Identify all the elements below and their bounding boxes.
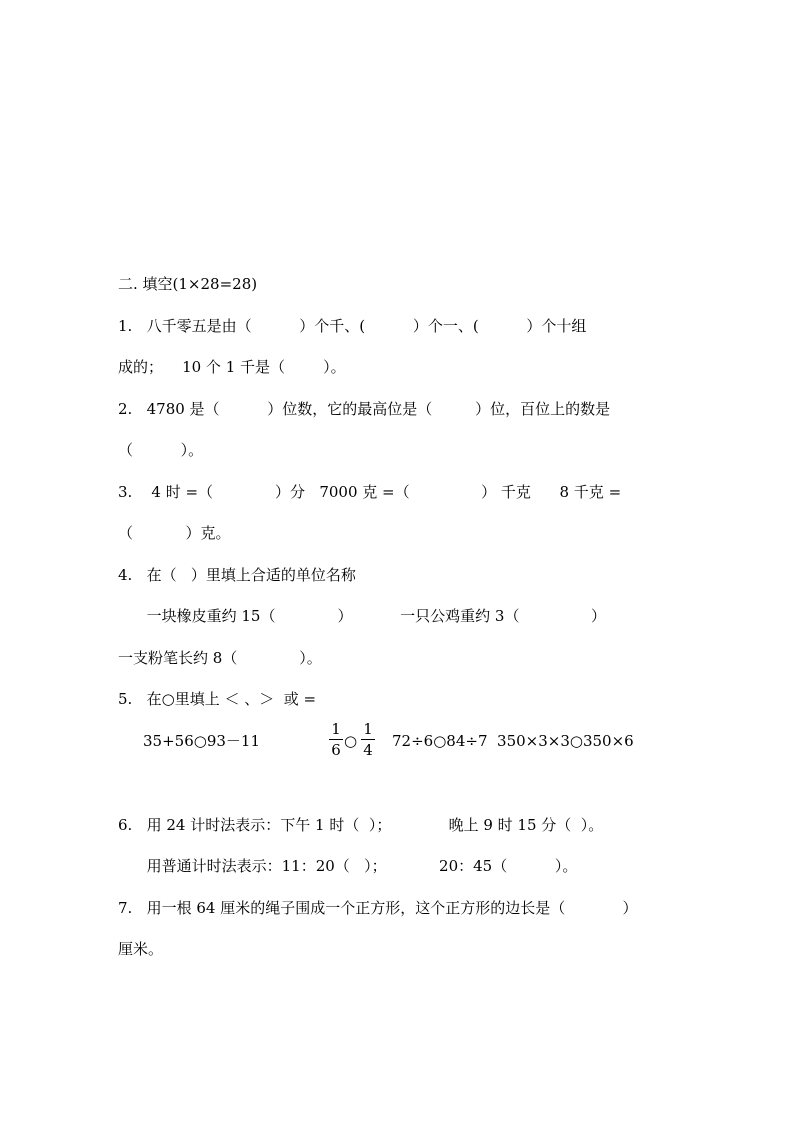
- question-7-line-2: 厘米。: [118, 940, 164, 958]
- fraction-numerator: 1: [331, 720, 341, 738]
- question-7-line-1: 7. 用一根 64 厘米的绳子围成一个正方形，这个正方形的边长是（ ）: [118, 899, 638, 917]
- compare-circle: ○: [344, 732, 358, 750]
- fraction-one-quarter: [361, 720, 375, 759]
- question-5-line-1: 5. 在○里填上 ＜ 、＞ 或 =: [118, 690, 317, 708]
- question-6-line-2: 用普通计时法表示：11：20（ ）； 20：45（ ）。: [118, 857, 578, 875]
- question-3-line-2: （ ）克。: [118, 524, 231, 542]
- fraction-denominator: 6: [331, 741, 341, 759]
- question-4-line-1: 4. 在（ ）里填上合适的单位名称: [118, 566, 356, 584]
- question-4-line-2: 一块橡皮重约 15（ ） 一只公鸡重约 3（ ）: [118, 607, 606, 625]
- question-3-line-1: 3. 4 时 =（ ）分 7000 克 =（ ） 千克 8 千克 =: [118, 483, 622, 501]
- fraction-bar: [329, 739, 343, 740]
- question-1-line-1: 1. 八千零五是由（ ）个千、( ）个一、( ）个十组: [118, 317, 587, 335]
- fraction-one-sixth: [329, 720, 343, 759]
- question-1-line-2: 成的； 10 个 1 千是（ ）。: [118, 358, 346, 376]
- question-2-line-2: （ ）。: [118, 441, 204, 459]
- fraction-numerator: 1: [363, 720, 373, 738]
- question-5-expression-1: 35+56○93－11: [143, 732, 261, 750]
- fraction-denominator: 4: [363, 741, 373, 759]
- question-4-line-3: 一支粉笔长约 8（ ）。: [118, 649, 322, 667]
- question-5-expression-2: 72÷6○84÷7 350×3×3○350×6: [392, 732, 634, 750]
- fraction-bar: [361, 739, 375, 740]
- question-6-line-1: 6. 用 24 计时法表示：下午 1 时（ ）； 晚上 9 时 15 分（ ）。: [118, 816, 604, 834]
- question-2-line-1: 2. 4780 是（ ）位数，它的最高位是（ ）位，百位上的数是: [118, 400, 611, 418]
- section-title: 二. 填空(1×28=28): [118, 275, 258, 293]
